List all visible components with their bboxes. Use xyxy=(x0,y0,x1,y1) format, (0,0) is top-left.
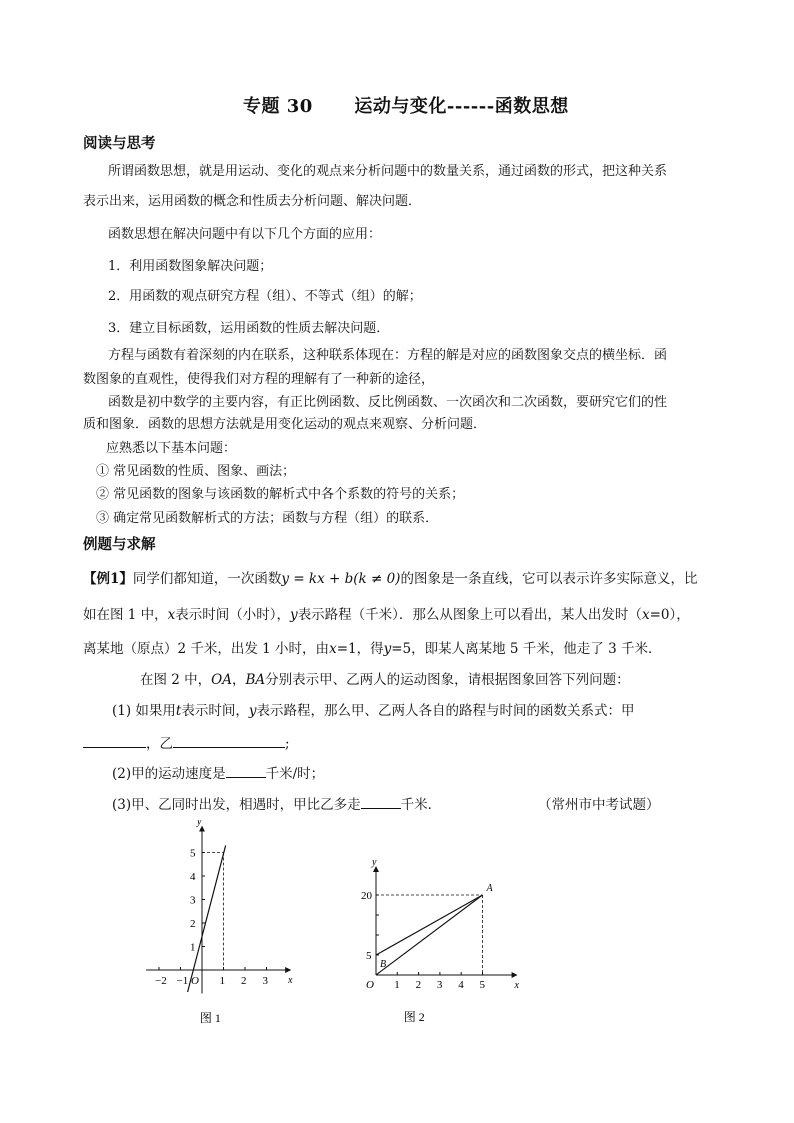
series-line-oa xyxy=(376,895,483,975)
x-tick-label: 2 xyxy=(415,979,422,991)
x-axis-label: x xyxy=(514,980,519,991)
paragraph-4-line-2: 质和图象．函数的思想方法就是用变化运动的观点来观察、分析问题． xyxy=(83,417,487,432)
example-1-line-3 xyxy=(83,637,661,657)
text-run: 千米． xyxy=(400,797,442,813)
example-1-line-1 xyxy=(83,567,697,587)
text-run: 如在图 1 中， xyxy=(83,607,168,623)
answer-blank-speed[interactable] xyxy=(226,764,266,778)
variable: x xyxy=(167,607,176,623)
y-tick-label: 2 xyxy=(190,918,196,930)
variable: y xyxy=(248,703,257,719)
paragraph-2: 函数思想在解决问题中有以下几个方面的应用： xyxy=(108,227,382,242)
paragraph-3-line-2: 数图象的直观性，使得我们对方程的理解有了一种新的途径， xyxy=(83,372,435,387)
circled-item: ③ 确定常见函数解析式的方法；函数与方程（组）的联系． xyxy=(96,511,439,526)
list-item: 2．用函数的观点研究方程（组）、不等式（组）的解； xyxy=(108,289,422,304)
variable: x xyxy=(329,641,337,657)
text-run: =1，得 xyxy=(336,641,384,657)
text-run: 在图 2 中， xyxy=(140,672,212,688)
answer-blank-distance[interactable] xyxy=(361,795,401,809)
text-run: 表示路程（千米）．那么从图象上可以看出，某人出发时（ xyxy=(297,607,642,623)
figure-1 xyxy=(140,820,310,1040)
figure-2 xyxy=(350,830,530,1040)
text-run: ， xyxy=(232,672,246,688)
x-tick-label: 1 xyxy=(219,975,225,987)
segment-label: BA xyxy=(245,672,266,688)
paragraph-5: 应熟悉以下基本问题： xyxy=(106,441,237,456)
segment-label: OA xyxy=(211,672,232,688)
text-run: 离某地（原点）2 千米，出发 1 小时，由 xyxy=(83,641,330,657)
title-number: 专题 30 xyxy=(243,96,313,117)
text-run: ，乙 xyxy=(146,736,173,752)
formula: y = kx + b(k ≠ 0) xyxy=(281,571,401,587)
question-3 xyxy=(112,793,441,813)
text-run: 分别表示甲、乙两人的运动图象，请根据图象回答下列问题： xyxy=(265,672,630,688)
text-run: 表示时间， xyxy=(181,703,249,719)
text-run: 表示时间（小时）， xyxy=(175,607,291,623)
answer-blank-yi[interactable] xyxy=(173,734,285,748)
text-run: 千米/时； xyxy=(265,766,325,782)
variable: y xyxy=(383,641,392,657)
text-run: (2)甲的运动速度是 xyxy=(112,766,226,782)
y-tick-label: 1 xyxy=(190,941,196,954)
example-1-line-4 xyxy=(140,668,630,688)
variable: x xyxy=(641,607,650,623)
y-tick-label: 3 xyxy=(190,894,196,907)
example-label: 【例1】 xyxy=(83,571,133,587)
x-tick-label: −1 xyxy=(176,975,189,987)
circled-item: ① 常见函数的性质、图象、画法； xyxy=(96,464,296,479)
question-1-line-2 xyxy=(83,732,290,752)
point-label-a: A xyxy=(486,883,493,894)
section-heading-examples: 例题与求解 xyxy=(83,537,156,553)
paragraph-1-line-1: 所谓函数思想，就是用运动、变化的观点来分析问题中的数量关系，通过函数的形式，把这种关系 xyxy=(108,164,668,179)
question-2 xyxy=(112,762,324,782)
title-main: 运动与变化------函数思想 xyxy=(354,96,569,117)
paragraph-1-line-2: 表示出来，运用函数的概念和性质去分析问题、解决问题． xyxy=(83,194,422,209)
variable: y xyxy=(290,607,298,623)
x-tick-label: 5 xyxy=(479,979,485,991)
point-label-b: B xyxy=(380,959,387,970)
answer-blank-jia[interactable] xyxy=(83,734,146,748)
text-run: ; xyxy=(285,736,290,752)
x-tick-label: 4 xyxy=(458,979,464,991)
figure-caption: 图 1 xyxy=(199,1011,221,1025)
paragraph-3-line-1: 方程与函数有着深刻的内在联系，这种联系体现在：方程的解是对应的函数图象交点的横坐标．函 xyxy=(108,348,668,363)
question-1-line-1 xyxy=(112,699,635,719)
paragraph-4-line-1: 函数是初中数学的主要内容，有正比例函数、反比例函数、一次函次和二次函数，要研究它们的性 xyxy=(108,395,668,410)
text-run: 同学们都知道，一次函数 xyxy=(132,571,282,587)
figure-caption: 图 2 xyxy=(403,1010,425,1024)
origin-label: O xyxy=(191,975,199,987)
y-tick-label: 5 xyxy=(366,950,372,962)
variable: t xyxy=(175,703,182,719)
x-axis-label: x xyxy=(288,975,293,986)
text-run: 的图象是一条直线，它可以表示许多实际意义，比 xyxy=(400,571,698,587)
source-note: （常州市中考试题） xyxy=(538,797,660,813)
y-axis-label: y xyxy=(372,857,377,868)
y-axis-label: y xyxy=(197,820,202,828)
origin-label: O xyxy=(366,979,374,991)
page-title xyxy=(243,92,569,118)
example-1-line-2 xyxy=(83,603,690,623)
x-tick-label: 3 xyxy=(436,979,443,991)
x-tick-label: 1 xyxy=(394,979,400,991)
y-tick-label: 4 xyxy=(190,871,196,883)
text-run: =0）， xyxy=(649,607,690,623)
y-tick-label: 20 xyxy=(361,890,372,902)
y-tick-label: 5 xyxy=(190,847,196,860)
list-item: 3．建立目标函数，运用函数的性质去解决问题． xyxy=(108,321,390,336)
x-tick-label: −2 xyxy=(155,975,167,987)
text-run: 表示路程，那么甲、乙两人各自的路程与时间的函数关系式：甲 xyxy=(256,703,635,719)
text-run: =5，即某人离某地 5 千米，他走了 3 千米． xyxy=(391,641,662,657)
x-tick-label: 3 xyxy=(262,975,268,987)
section-heading-reading: 阅读与思考 xyxy=(83,136,156,152)
text-run: (1) 如果用 xyxy=(112,703,176,719)
list-item: 1．利用函数图象解决问题； xyxy=(108,259,273,274)
circled-item: ② 常见函数的图象与该函数的解析式中各个系数的符号的关系； xyxy=(96,487,465,502)
x-tick-label: 2 xyxy=(241,975,247,987)
text-run: (3)甲、乙同时出发，相遇时，甲比乙多走 xyxy=(112,797,361,813)
series-line-ba xyxy=(376,895,483,955)
